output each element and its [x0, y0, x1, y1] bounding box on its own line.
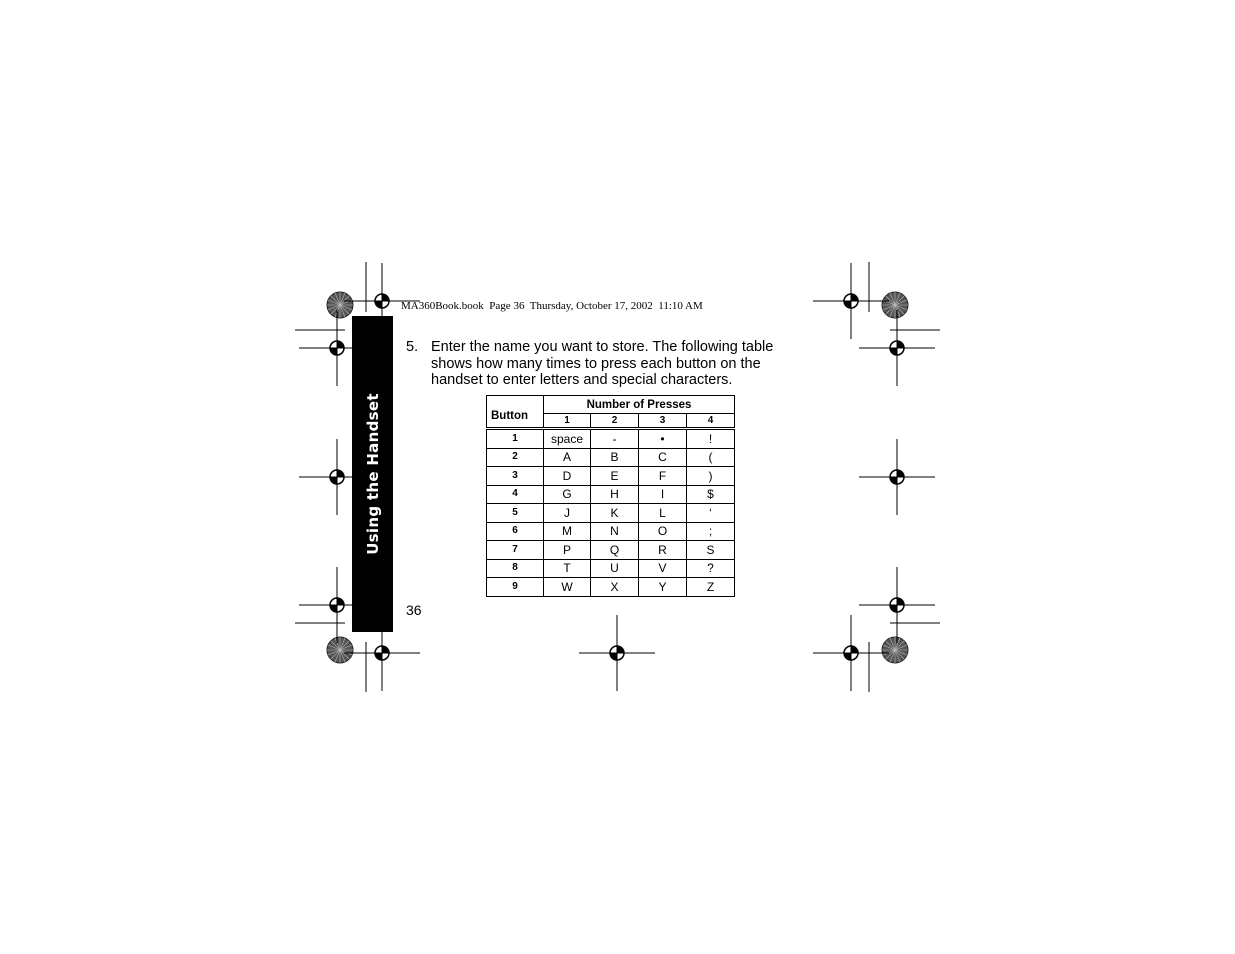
- press-count-header: 1: [544, 414, 591, 429]
- table-row: [487, 578, 735, 597]
- character-cell: M: [544, 522, 591, 541]
- press-count-header: 2: [591, 414, 639, 429]
- button-cell: 3: [487, 467, 544, 486]
- crosshair-icon: [579, 615, 655, 691]
- character-cell: ;: [687, 522, 735, 541]
- crosshair-icon: [859, 567, 935, 643]
- button-cell: 7: [487, 541, 544, 560]
- button-column-header: Button: [487, 396, 544, 429]
- character-cell: U: [591, 559, 639, 578]
- character-cell: H: [591, 485, 639, 504]
- character-cell: T: [544, 559, 591, 578]
- character-cell: N: [591, 522, 639, 541]
- crosshair-icon: [859, 439, 935, 515]
- step-number: 5.: [406, 339, 419, 355]
- character-cell: S: [687, 541, 735, 560]
- character-cell: P: [544, 541, 591, 560]
- character-cell: I: [639, 485, 687, 504]
- character-cell: Y: [639, 578, 687, 597]
- crosshair-icon: [859, 310, 935, 386]
- table-row: [487, 429, 735, 449]
- character-cell: ‘: [687, 504, 735, 523]
- press-count-header: 4: [687, 414, 735, 429]
- button-cell: 1: [487, 429, 544, 449]
- crosshair-icon: [813, 615, 889, 691]
- character-cell: space: [544, 429, 591, 449]
- character-cell: R: [639, 541, 687, 560]
- character-cell: •: [639, 429, 687, 449]
- character-cell: ?: [687, 559, 735, 578]
- button-cell: 8: [487, 559, 544, 578]
- character-cell: B: [591, 448, 639, 467]
- character-cell: W: [544, 578, 591, 597]
- character-cell: F: [639, 467, 687, 486]
- character-cell: $: [687, 485, 735, 504]
- character-cell: L: [639, 504, 687, 523]
- table-row: [487, 504, 735, 523]
- character-cell: D: [544, 467, 591, 486]
- character-cell: -: [591, 429, 639, 449]
- registration-star-icon: [882, 292, 908, 318]
- registration-star-icon: [882, 637, 908, 663]
- section-title-text: Using the Handset: [363, 393, 382, 555]
- press-count-header: 3: [639, 414, 687, 429]
- character-cell: A: [544, 448, 591, 467]
- character-cell: ): [687, 467, 735, 486]
- button-cell: 4: [487, 485, 544, 504]
- page-number: 36: [406, 602, 422, 618]
- character-cell: Q: [591, 541, 639, 560]
- crosshair-icon: [813, 263, 889, 339]
- character-cell: C: [639, 448, 687, 467]
- character-cell: G: [544, 485, 591, 504]
- character-cell: K: [591, 504, 639, 523]
- file-info-line: MA360Book.book Page 36 Thursday, October 17, 2002 11:10 AM: [401, 300, 703, 312]
- registration-star-icon: [327, 292, 353, 318]
- registration-star-icon: [327, 637, 353, 663]
- section-title: [352, 316, 393, 632]
- table-row: [487, 448, 735, 467]
- table-row: [487, 467, 735, 486]
- character-cell: Z: [687, 578, 735, 597]
- table-row: [487, 485, 735, 504]
- button-cell: 6: [487, 522, 544, 541]
- character-cell: (: [687, 448, 735, 467]
- character-cell: O: [639, 522, 687, 541]
- table-row: [487, 541, 735, 560]
- character-cell: V: [639, 559, 687, 578]
- step-text: Enter the name you want to store. The following table shows how many times to press each button on the handset to enter letters and special characters.: [431, 339, 774, 388]
- button-cell: 5: [487, 504, 544, 523]
- button-cell: 2: [487, 448, 544, 467]
- character-cell: !: [687, 429, 735, 449]
- button-presses-table: [486, 395, 735, 597]
- table-row: [487, 559, 735, 578]
- character-cell: J: [544, 504, 591, 523]
- table-row: [487, 522, 735, 541]
- character-cell: E: [591, 467, 639, 486]
- character-cell: X: [591, 578, 639, 597]
- button-cell: 9: [487, 578, 544, 597]
- presses-column-header: Number of Presses: [544, 396, 735, 414]
